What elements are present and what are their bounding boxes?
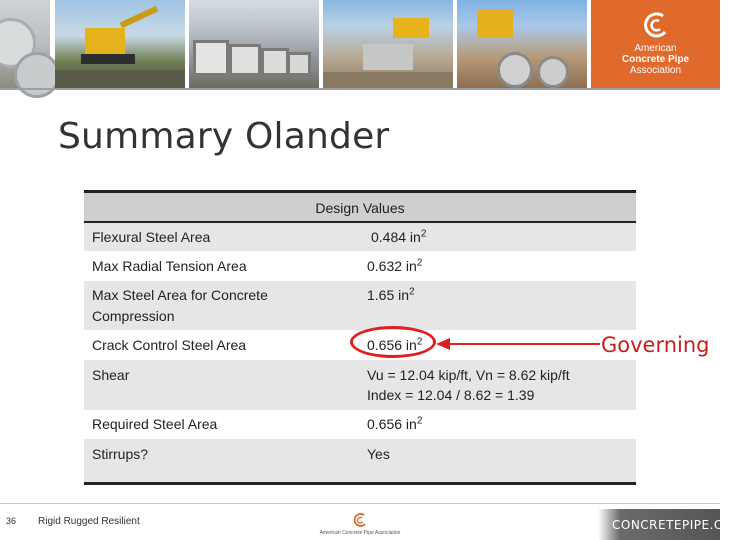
row-label: Required Steel Area (92, 416, 218, 432)
acpa-footer-logo-icon (353, 512, 367, 528)
row-label: Stirrups? (92, 446, 149, 462)
brand-line-1: American (634, 43, 677, 54)
row-value: 0.656 $in^2$ (367, 336, 423, 353)
row-value-line1: Vu = 12.04 kip/ft, Vn = 8.62 kip/ft (367, 367, 570, 383)
table-row (84, 251, 636, 281)
banner-divider (0, 88, 720, 90)
row-label: Crack Control Steel Area (92, 337, 247, 353)
acpa-logo-icon (641, 10, 671, 40)
table-row (84, 410, 636, 439)
footer-divider (0, 503, 720, 504)
footer-logo (310, 512, 410, 540)
banner-photo-excavator (55, 0, 185, 88)
row-label-line2: Compression (92, 308, 175, 324)
row-value: Yes (367, 446, 390, 462)
banner-photo-box-culverts (189, 0, 319, 88)
slide-title: Summary Olander (58, 116, 390, 157)
table-header: Design Values (84, 190, 636, 223)
site-url: CONCRETEPIPE.ORG (612, 518, 743, 532)
row-label: Flexural Steel Area (92, 229, 211, 245)
highlight-circle (350, 326, 436, 358)
governing-label: Governing (601, 333, 710, 357)
row-label: Shear (92, 367, 130, 383)
table-bottom-rule (84, 482, 636, 485)
row-label: Max Radial Tension Area (92, 258, 247, 274)
row-value: 0.484 $in^2$ (371, 228, 427, 245)
brand-line-2: Concrete Pipe (621, 54, 690, 65)
banner-photo-construction-site (323, 0, 453, 88)
table-row (84, 439, 636, 485)
row-value-line2: Index = 12.04 / 8.62 = 1.39 (367, 387, 535, 403)
brand-panel (591, 0, 720, 88)
slide-number: 36 (6, 516, 17, 526)
photo-banner (0, 0, 720, 90)
row-value: 0.632 $in^2$ (367, 257, 423, 274)
footer-tagline: Rigid Rugged Resilient (38, 516, 140, 527)
row-value: 0.656 $in^2$ (367, 415, 423, 432)
brand-line-3: Association (629, 65, 682, 76)
table-row (84, 223, 636, 251)
row-value: 1.65 $in^2$ (367, 286, 415, 303)
row-label-line1: Max Steel Area for Concrete (92, 287, 268, 303)
footer-logo-text: American Concrete Pipe Association (319, 530, 401, 536)
table-row (84, 281, 636, 330)
banner-photo-pipe-install (457, 0, 587, 88)
banner-photo-pipes (0, 0, 50, 88)
table-row (84, 360, 636, 410)
arrow-left-icon (436, 334, 602, 354)
